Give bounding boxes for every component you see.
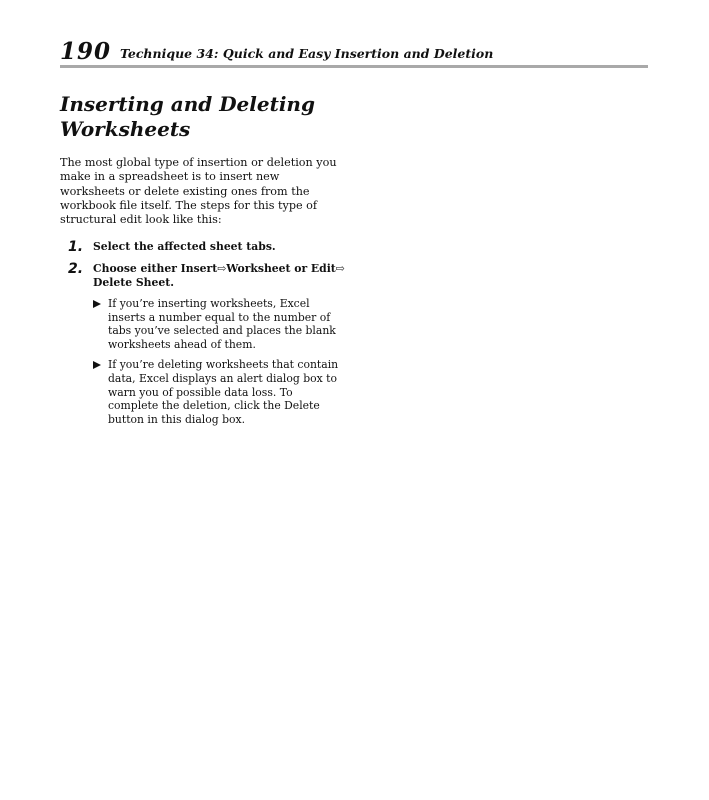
triangle-bullet-icon	[93, 300, 101, 308]
triangle-bullet-icon	[93, 361, 101, 369]
step-item	[60, 262, 350, 290]
step-text: Choose either Insert⇨Worksheet or Edit⇨ Delete Sheet.	[93, 262, 345, 289]
section-title	[60, 92, 360, 142]
bullet-item	[93, 358, 343, 426]
header-rule	[60, 65, 648, 68]
page-number: 190	[60, 38, 112, 65]
intro-paragraph: The most global type of insertion or deletion you make in a spreadsheet is to insert new worksheets or delete existing ones from the workbook file itself. The steps for this type of structural edit look like this:	[60, 156, 337, 227]
bullet-list	[93, 297, 343, 433]
section-title-line-1: Inserting and Deleting	[60, 92, 315, 116]
running-head: Technique 34: Quick and Easy Insertion and Deletion	[120, 46, 494, 61]
step-number: 2.	[68, 261, 84, 277]
section-title-line-2: Worksheets	[60, 117, 191, 141]
step-number: 1.	[68, 239, 84, 255]
step-list	[60, 240, 350, 298]
bullet-text: If you’re deleting worksheets that contain data, Excel displays an alert dialog box to warn you of possible data loss. To complete the deletion, click the Delete button in this dialog box.	[108, 358, 339, 426]
step-text: Select the affected sheet tabs.	[93, 240, 276, 253]
bullet-text: If you’re inserting worksheets, Excel inserts a number equal to the number of tabs you’ve selected and places the blank worksheets ahead of them.	[108, 297, 336, 351]
step-item	[60, 240, 350, 254]
bullet-item	[93, 297, 343, 351]
